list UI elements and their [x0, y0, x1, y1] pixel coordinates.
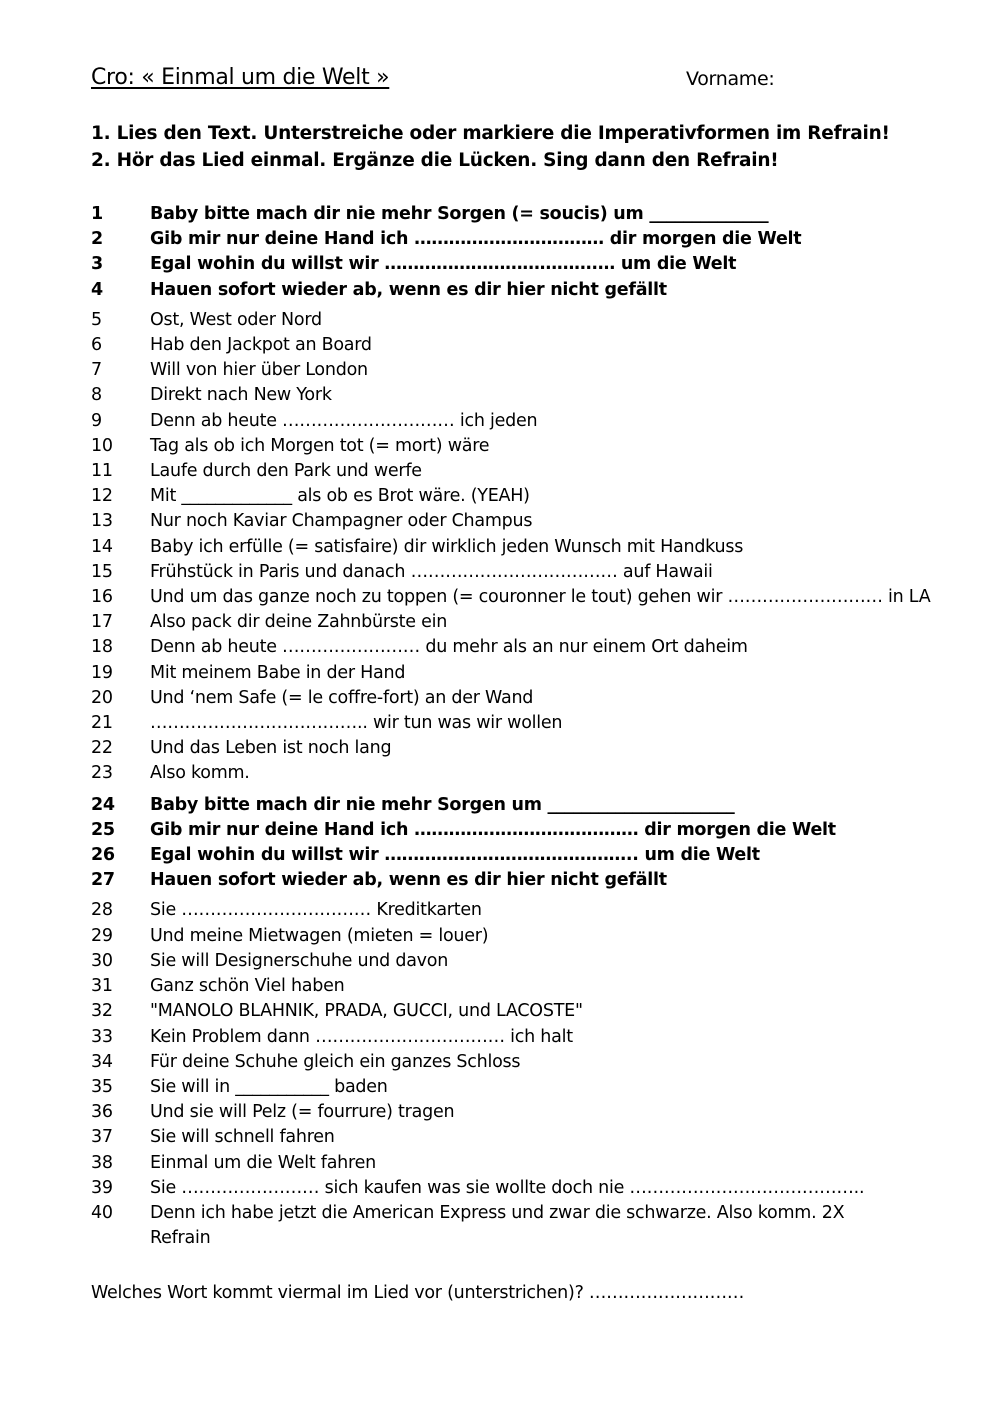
- lyric-line: [91, 793, 971, 818]
- line-text: Ost, West oder Nord: [150, 309, 322, 330]
- line-number: 9: [91, 410, 102, 431]
- line-text: Also komm.: [150, 763, 250, 784]
- worksheet-title: Cro: « Einmal um die Welt »: [91, 65, 390, 90]
- refrain-2: [91, 793, 971, 894]
- line-number: 20: [91, 687, 113, 708]
- line-number: 37: [91, 1127, 113, 1148]
- line-number: 34: [91, 1051, 113, 1072]
- line-text: Nur noch Kaviar Champagner oder Champus: [150, 511, 533, 532]
- line-number: 22: [91, 738, 113, 759]
- line-number: 3: [91, 254, 103, 275]
- line-text: Und um das ganze noch zu toppen (= couronner le tout) gehen wir ……………………… in LA: [150, 587, 931, 608]
- line-number: 5: [91, 309, 102, 330]
- lyric-line: [91, 1125, 971, 1150]
- line-number: 31: [91, 976, 113, 997]
- lyric-line: [91, 868, 971, 893]
- line-number: 24: [91, 794, 115, 815]
- line-number: 26: [91, 845, 115, 866]
- lyric-line: [91, 661, 971, 686]
- line-text: Einmal um die Welt fahren: [150, 1152, 376, 1173]
- final-question: Welches Wort kommt viermal im Lied vor (unterstrichen)? ………………………: [91, 1283, 745, 1303]
- vorname-label: Vorname:: [686, 68, 775, 90]
- line-number: 8: [91, 385, 102, 406]
- line-number: 39: [91, 1177, 113, 1198]
- line-text: Kein Problem dann …………………………… ich halt: [150, 1026, 573, 1047]
- line-text: Will von hier über London: [150, 360, 368, 381]
- lyric-line: [91, 610, 971, 635]
- line-number: 17: [91, 612, 113, 633]
- line-number: 38: [91, 1152, 113, 1173]
- line-number: 15: [91, 561, 113, 582]
- line-text: Mit _____________ als ob es Brot wäre. (YEAH): [150, 486, 530, 507]
- lyric-line: [91, 358, 971, 383]
- refrain-1: [91, 202, 971, 303]
- lyric-line: [91, 202, 971, 227]
- lyric-line: [91, 560, 971, 585]
- line-number: 2: [91, 229, 103, 250]
- lyric-line: [91, 434, 971, 459]
- lyric-line: [91, 252, 971, 277]
- lyric-line: [91, 308, 971, 333]
- line-number: 19: [91, 662, 113, 683]
- lyric-line: [91, 1176, 971, 1201]
- line-text: Gib mir nur deine Hand ich …………………………… dir morgen die Welt: [150, 229, 802, 250]
- line-number: 18: [91, 637, 113, 658]
- line-text: Sie will Designerschuhe und davon: [150, 950, 449, 971]
- lyric-line: [91, 818, 971, 843]
- line-number: 7: [91, 360, 102, 381]
- line-number: 40: [91, 1202, 113, 1223]
- line-number: 32: [91, 1001, 113, 1022]
- refrain-continuation: Refrain: [150, 1228, 211, 1249]
- line-number: 23: [91, 763, 113, 784]
- line-text: Hauen sofort wieder ab, wenn es dir hier nicht gefällt: [150, 279, 667, 300]
- line-text: Direkt nach New York: [150, 385, 332, 406]
- lyric-line: [91, 1151, 971, 1176]
- line-number: 30: [91, 950, 113, 971]
- line-number: 33: [91, 1026, 113, 1047]
- lyric-line: [91, 1050, 971, 1075]
- lyric-line: [91, 278, 971, 303]
- line-text: Denn ab heute …………………… du mehr als an nur einem Ort daheim: [150, 637, 748, 658]
- lyric-line: [91, 1100, 971, 1125]
- line-text: Und ‘nem Safe (= le coffre-fort) an der Wand: [150, 687, 534, 708]
- line-text: Ganz schön Viel haben: [150, 976, 345, 997]
- line-number: 29: [91, 925, 113, 946]
- line-text: Baby bitte mach dir nie mehr Sorgen um ______________________: [150, 794, 735, 815]
- line-number: 6: [91, 335, 102, 356]
- line-text: Also pack dir deine Zahnbürste ein: [150, 612, 448, 633]
- line-text: Baby ich erfülle (= satisfaire) dir wirklich jeden Wunsch mit Handkuss: [150, 536, 744, 557]
- line-text: Für deine Schuhe gleich ein ganzes Schloss: [150, 1051, 521, 1072]
- line-text: Egal wohin du willst wir …………………………………….. um die Welt: [150, 845, 760, 866]
- lyric-line: [91, 459, 971, 484]
- lyric-line: [91, 924, 971, 949]
- lyric-line: [91, 843, 971, 868]
- line-text: Hab den Jackpot an Board: [150, 335, 372, 356]
- task-2: 2. Hör das Lied einmal. Ergänze die Lücken. Sing dann den Refrain!: [91, 150, 779, 171]
- lyric-line: [91, 1075, 971, 1100]
- lyric-line: [91, 333, 971, 358]
- line-text: Frühstück in Paris und danach ……………………………… auf Hawaii: [150, 561, 713, 582]
- verse-1: [91, 308, 971, 787]
- lyric-line: [91, 1201, 971, 1226]
- verse-2: [91, 898, 971, 1251]
- line-text: Sie …………………………… Kreditkarten: [150, 900, 482, 921]
- line-number: 4: [91, 279, 103, 300]
- line-text: Sie will in ___________ baden: [150, 1076, 388, 1097]
- lyric-line: [91, 999, 971, 1024]
- lyric-line: [91, 898, 971, 923]
- line-number: 21: [91, 713, 113, 734]
- line-number: 10: [91, 435, 113, 456]
- lyric-line: [91, 585, 971, 610]
- line-text: Tag als ob ich Morgen tot (= mort) wäre: [150, 435, 490, 456]
- lyric-line: [91, 635, 971, 660]
- line-text: Hauen sofort wieder ab, wenn es dir hier nicht gefällt: [150, 870, 667, 891]
- lyric-line: [91, 974, 971, 999]
- line-text: Egal wohin du willst wir ……………………………….… um die Welt: [150, 254, 737, 275]
- lyric-line: [91, 227, 971, 252]
- line-text: Gib mir nur deine Hand ich ………………………………… dir morgen die Welt: [150, 819, 836, 840]
- lyric-line: [91, 509, 971, 534]
- line-number: 28: [91, 900, 113, 921]
- line-number: 25: [91, 819, 115, 840]
- line-text: Denn ich habe jetzt die American Express und zwar die schwarze. Also komm. 2X: [150, 1202, 845, 1223]
- lyrics-list: [91, 202, 971, 1251]
- lyric-line: [91, 535, 971, 560]
- line-number: 1: [91, 204, 103, 224]
- lyric-line: [91, 383, 971, 408]
- line-text: Baby bitte mach dir nie mehr Sorgen (= soucis) um ______________: [150, 204, 769, 224]
- lyric-line: [91, 711, 971, 736]
- line-text: Laufe durch den Park und werfe: [150, 461, 422, 482]
- line-number: 11: [91, 461, 113, 482]
- lyric-line: [91, 736, 971, 761]
- line-number: 35: [91, 1076, 113, 1097]
- line-text: Und meine Mietwagen (mieten = louer): [150, 925, 489, 946]
- line-text: Und sie will Pelz (= fourrure) tragen: [150, 1102, 455, 1123]
- line-text: "MANOLO BLAHNIK, PRADA, GUCCI, und LACOSTE": [150, 1001, 583, 1022]
- line-number: 27: [91, 870, 115, 891]
- line-text: Und das Leben ist noch lang: [150, 738, 392, 759]
- lyric-line: [91, 686, 971, 711]
- line-number: 36: [91, 1102, 113, 1123]
- line-text: Sie …………………… sich kaufen was sie wollte doch nie …………………………………..: [150, 1177, 865, 1198]
- line-text: ……………………………….. wir tun was wir wollen: [150, 713, 563, 734]
- line-number: 12: [91, 486, 113, 507]
- lyric-line: [91, 1025, 971, 1050]
- line-text: Sie will schnell fahren: [150, 1127, 335, 1148]
- line-number: 16: [91, 587, 113, 608]
- task-1: 1. Lies den Text. Unterstreiche oder markiere die Imperativformen im Refrain!: [91, 123, 890, 144]
- lyric-line: [91, 949, 971, 974]
- line-text: Mit meinem Babe in der Hand: [150, 662, 406, 683]
- lyric-line: [91, 761, 971, 786]
- line-number: 13: [91, 511, 113, 532]
- line-text: Denn ab heute ………………………… ich jeden: [150, 410, 538, 431]
- lyric-line: [91, 409, 971, 434]
- line-number: 14: [91, 536, 113, 557]
- lyric-line: [91, 484, 971, 509]
